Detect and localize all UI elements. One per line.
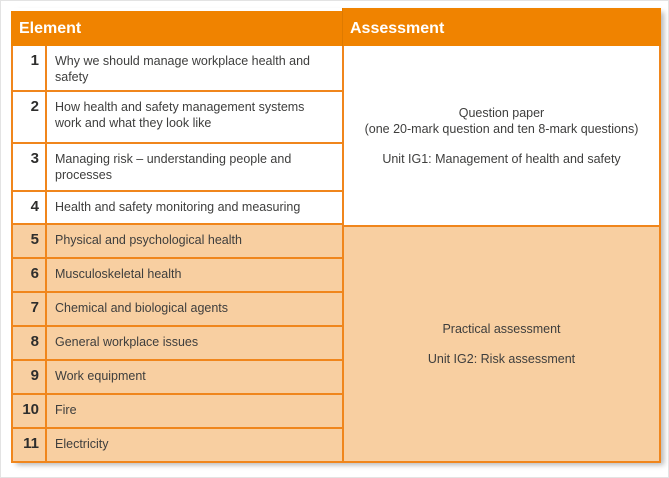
column-header-element-label: Element [19,19,82,37]
column-header-assessment-label: Assessment [350,19,445,37]
row-label: Why we should manage workplace health and safety [55,54,311,84]
row-label: Physical and psychological health [55,233,242,247]
table-row-11 [13,429,342,463]
row-label: General workplace issues [55,335,199,349]
assessment-title: Question paper [458,105,545,120]
table-row-4 [13,192,342,225]
row-number: 4 [13,192,47,223]
table-row-7 [13,293,342,327]
table-row-10 [13,395,342,429]
assessment-title: Practical assessment [442,322,561,336]
column-header-assessment [342,8,661,46]
column-header-element [11,11,342,46]
table-header-row [11,8,661,46]
table-row-2 [13,92,342,144]
table-row-9 [13,361,342,395]
row-number: 1 [13,46,47,90]
table-row-1 [13,46,342,92]
row-number: 9 [13,361,47,393]
row-number: 3 [13,144,47,190]
table-body [11,46,661,463]
row-number: 11 [13,429,47,461]
table-row-6 [13,259,342,293]
row-label: Work equipment [55,369,146,383]
row-label: Musculoskeletal health [55,267,182,281]
table-row-3 [13,144,342,192]
syllabus-table [11,8,661,463]
row-number: 7 [13,293,47,325]
row-label: Fire [55,403,77,417]
row-label: Managing risk – understanding people and processes [55,152,292,182]
assessment-cell-ig1 [344,46,659,225]
assessment-detail: (one 20-mark question and ten 8-mark questions) [364,121,639,136]
row-label: How health and safety management systems work and what they look like [55,100,305,130]
row-label: Electricity [55,437,109,451]
row-number: 6 [13,259,47,291]
row-number: 2 [13,92,47,142]
assessment-unit: Unit IG2: Risk assessment [427,352,576,366]
assessment-unit: Unit IG1: Management of health and safety [382,151,621,166]
assessment-column [342,46,661,463]
table-row-5 [13,225,342,259]
table-row-8 [13,327,342,361]
row-label: Chemical and biological agents [55,301,229,315]
row-number: 5 [13,225,47,257]
row-number: 8 [13,327,47,359]
row-label: Health and safety monitoring and measuring [55,200,301,214]
assessment-cell-ig2 [344,225,659,463]
row-number: 10 [13,395,47,427]
element-column [11,46,342,463]
